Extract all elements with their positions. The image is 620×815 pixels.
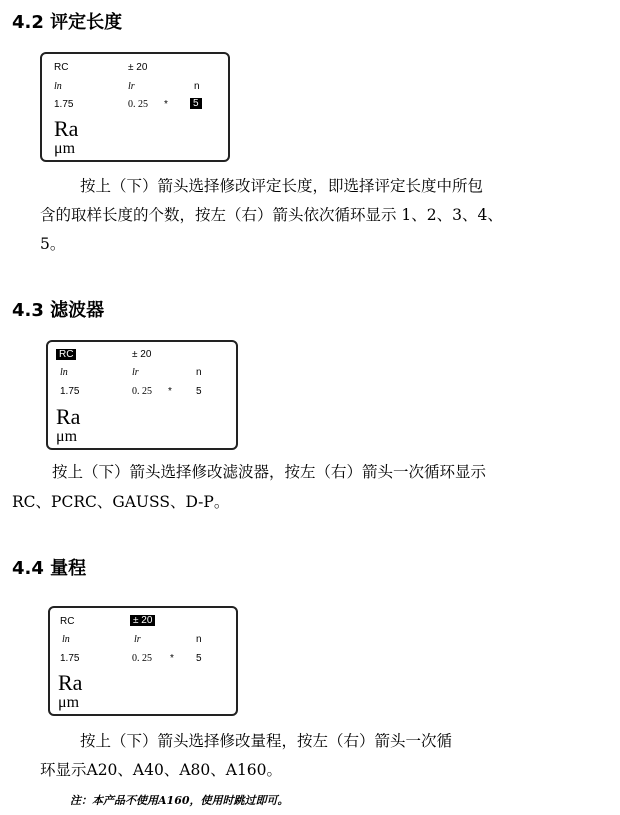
ln-label: ln — [54, 81, 62, 92]
heading-4-3: 4.3 滤波器 — [12, 300, 105, 321]
lr-value: 0. 25 — [132, 653, 152, 664]
n-label: n — [196, 634, 202, 645]
lr-value: 0. 25 — [128, 99, 148, 110]
paragraph: 5。 — [40, 235, 66, 253]
n-label: n — [194, 81, 200, 92]
unit-label: μm — [54, 140, 76, 157]
n-value: 5 — [196, 386, 202, 397]
range-value-selected: ± 20 — [130, 615, 155, 626]
lr-label: lr — [132, 367, 139, 378]
ln-label: ln — [60, 367, 68, 378]
n-label: n — [196, 367, 202, 378]
unit-label: μm — [56, 428, 78, 445]
heading-4-4: 4.4 量程 — [12, 558, 87, 579]
lcd-panel-filter — [46, 340, 238, 450]
paragraph: 含的取样长度的个数，按左（右）箭头依次循环显示 1、2、3、4、 — [40, 206, 503, 224]
lcd-panel-range — [48, 606, 238, 716]
paragraph: RC、PCRC、GAUSS、D-P。 — [12, 493, 230, 511]
star: * — [168, 386, 172, 397]
ln-label: ln — [62, 634, 70, 645]
n-value-selected: 5 — [190, 98, 202, 109]
paragraph: 环显示A20、A40、A80、A160。 — [40, 761, 283, 779]
filter-value: RC — [60, 616, 75, 627]
lcd-panel-evaluation-length — [40, 52, 230, 162]
paragraph: 按上（下）箭头选择修改滤波器，按左（右）箭头一次循环显示 — [52, 463, 487, 481]
note: 注：本产品不使用A160，使用时跳过即可。 — [70, 794, 289, 807]
range-value: ± 20 — [128, 62, 148, 73]
filter-value: RC — [54, 62, 69, 73]
ln-value: 1.75 — [54, 99, 74, 110]
n-value: 5 — [196, 653, 202, 664]
heading-4-2: 4.2 评定长度 — [12, 12, 123, 33]
star: * — [170, 653, 174, 664]
paragraph: 按上（下）箭头选择修改评定长度，即选择评定长度中所包 — [80, 177, 484, 195]
param-label: Ra — [58, 670, 83, 695]
range-value: ± 20 — [132, 349, 152, 360]
ln-value: 1.75 — [60, 653, 80, 664]
lr-label: lr — [134, 634, 141, 645]
star: * — [164, 99, 168, 110]
param-label: Ra — [54, 116, 79, 141]
lr-label: lr — [128, 81, 135, 92]
param-label: Ra — [56, 404, 81, 429]
unit-label: μm — [58, 694, 80, 711]
paragraph: 按上（下）箭头选择修改量程，按左（右）箭头一次循 — [80, 732, 453, 750]
ln-value: 1.75 — [60, 386, 80, 397]
lr-value: 0. 25 — [132, 386, 152, 397]
filter-value-selected: RC — [56, 349, 76, 360]
